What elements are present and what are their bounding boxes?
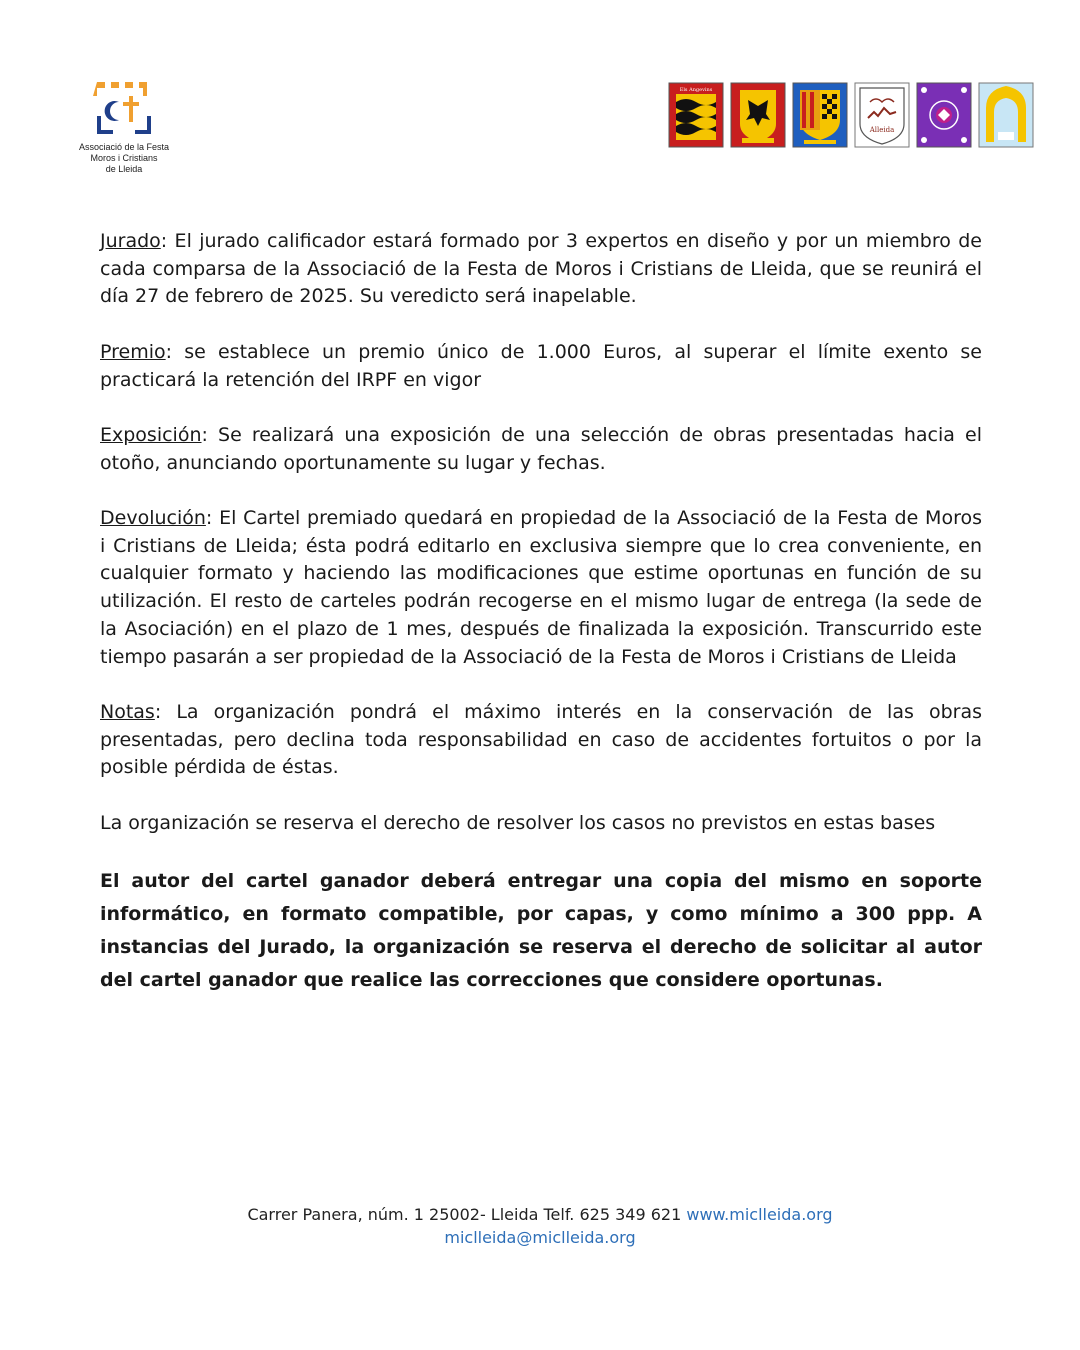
- shield-angevins-label: Els Angevins: [679, 87, 713, 93]
- paragraph-exposicion: [100, 422, 982, 477]
- logo-text-line-1: Associació de la Festa: [78, 142, 170, 152]
- paragraph-reserve: La organización se reserva el derecho de resolver los casos no previstos en estas bases: [100, 811, 936, 834]
- text-premio: : se establece un premio único de 1.000 Euros, al superar el límite exento se practicará la retención del IRPF en vigor: [100, 340, 982, 391]
- paragraph-devolucion: [100, 505, 982, 671]
- paragraph-jurado: [100, 228, 982, 311]
- heading-exposicion: Exposición: [100, 423, 202, 446]
- comparsa-shields: [668, 82, 1034, 148]
- association-logo: [64, 78, 184, 175]
- heading-premio: Premio: [100, 340, 166, 363]
- shield-arch-icon: [978, 82, 1034, 148]
- shield-alleida-icon: [854, 82, 910, 148]
- logo-text-line-2: Moros i Cristians: [90, 153, 158, 163]
- footer-line-2: [0, 1226, 1080, 1249]
- shield-purple-icon: [916, 82, 972, 148]
- shield-eagle-icon: [730, 82, 786, 148]
- website-link[interactable]: www.miclleida.org: [686, 1205, 833, 1224]
- castle-crescent-cross-icon: [93, 78, 155, 138]
- heading-devolucion: Devolución: [100, 506, 206, 529]
- shield-angevins-icon: [668, 82, 724, 148]
- rules-text: [100, 228, 982, 1025]
- shield-checker-icon: [792, 82, 848, 148]
- paragraph-notas: [100, 699, 982, 782]
- footer-address: Carrer Panera, núm. 1 25002- Lleida Telf. 625 349 621: [247, 1205, 682, 1224]
- heading-jurado: Jurado: [100, 230, 161, 252]
- footer: [0, 1203, 1080, 1249]
- text-devolucion: : El Cartel premiado quedará en propiedad de la Associació de la Festa de Moros i Cristians de Lleida; ésta podrá editarlo en exclusiva siempre que lo crea conveniente, en cualquier formato y haciendo las modificaciones que estime oportunas en función de su utilización. El resto de carteles podrán recogerse en el mismo lugar de entrega (la sede de la Asociación) en el plazo de 1 mes, después de finalizada la exposición. Transcurrido este tiempo pasarán a ser propiedad de la Associació de la Festa de Moros i Cristians de Lleida: [100, 506, 982, 668]
- heading-notas: Notas: [100, 700, 155, 723]
- text-notas: : La organización pondrá el máximo interés en la conservación de las obras presentadas, pero declina toda responsabilidad en caso de accidentes fortuitos o por la posible pérdida de éstas.: [100, 700, 982, 779]
- text-jurado: : El jurado calificador estará formado por 3 expertos en diseño y por un miembro de cada comparsa de la Associació de la Festa de Moros i Cristians de Lleida, que se reunirá el día 27 de febrero de 2025. Su veredicto será inapelable.: [100, 230, 982, 308]
- shield-alleida-label: Alleida: [869, 126, 895, 134]
- paragraph-premio: [100, 339, 982, 394]
- text-exposicion: : Se realizará una exposición de una selección de obras presentadas hacia el otoño, anunciando oportunamente su lugar y fechas.: [100, 423, 982, 474]
- footer-line-1: [0, 1203, 1080, 1226]
- email-link[interactable]: miclleida@miclleida.org: [444, 1228, 636, 1247]
- logo-text-line-3: de Lleida: [105, 164, 143, 174]
- paragraph-winner-requirements: El autor del cartel ganador deberá entregar una copia del mismo en soporte informático, en formato compatible, por capas, y como mínimo a 300 ppp. A instancias del Jurado, la organización se reserva el derecho de solicitar al autor del cartel ganador que realice las correcciones que considere oportunas.: [100, 870, 982, 992]
